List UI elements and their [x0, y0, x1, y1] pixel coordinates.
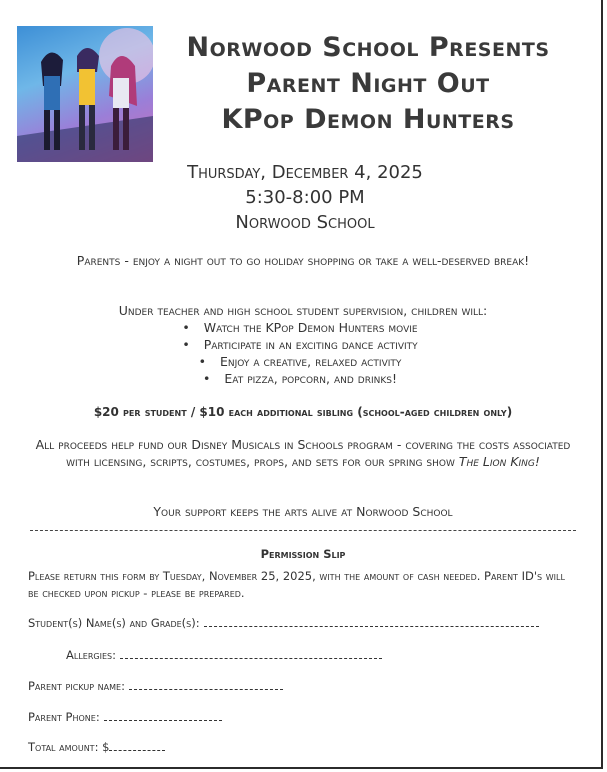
activity-item: • Eat pizza, popcorn, and drinks! — [100, 370, 500, 387]
activity-item: • Watch the KPop Demon Hunters movie — [100, 319, 500, 336]
pickup-name-field-label: Parent pickup name: — [28, 679, 125, 693]
total-amount-field[interactable] — [28, 740, 165, 754]
event-location: Norwood School — [235, 212, 375, 233]
event-time: 5:30-8:00 PM — [245, 187, 365, 208]
supervision-lead: Under teacher and high school student supervision, children will: — [118, 303, 488, 318]
title-line-1: Norwood School Presents — [186, 32, 550, 63]
hero-illustration — [17, 26, 153, 162]
pickup-name-field[interactable] — [28, 679, 283, 693]
intro-text: Parents - enjoy a night out to go holiday shopping or take a well-deserved break! — [76, 253, 530, 268]
allergies-field[interactable] — [66, 648, 382, 662]
title-line-2: Parent Night Out — [246, 68, 490, 99]
parent-phone-field-label: Parent Phone: — [28, 710, 100, 724]
event-date: Thursday, December 4, 2025 — [187, 162, 423, 183]
students-field-label: Student(s) Name(s) and Grade(s): — [28, 616, 200, 630]
proceeds-text: All proceeds help fund our Disney Musicals in Schools program - covering the costs associated with licensing, scripts, costumes, props, and sets for our spring show The Lion King! — [35, 437, 571, 469]
total-amount-field-blank[interactable] — [109, 740, 165, 751]
allergies-field-label: Allergies: — [66, 648, 116, 662]
parent-phone-field[interactable] — [28, 710, 222, 724]
students-field-blank[interactable] — [204, 616, 539, 627]
activity-list — [100, 319, 500, 387]
parent-phone-field-blank[interactable] — [104, 710, 222, 721]
show-title: The Lion King! — [458, 454, 540, 469]
permission-slip-heading: Permission Slip — [260, 547, 346, 561]
price-line: $20 per student / $10 each additional sibling (school-aged children only) — [93, 405, 513, 419]
activity-item: • Participate in an exciting dance activity — [100, 336, 500, 353]
students-field[interactable] — [28, 616, 539, 630]
event-details — [140, 160, 470, 235]
support-text: Your support keeps the arts alive at Norwood School — [153, 504, 453, 519]
title-line-3: KPop Demon Hunters — [221, 104, 515, 135]
total-amount-field-label: Total amount: $ — [28, 740, 110, 754]
cut-line-divider — [30, 530, 576, 531]
kpop-demon-hunters-image — [17, 26, 153, 162]
activity-item: • Enjoy a creative, relaxed activity — [100, 353, 500, 370]
pickup-name-field-blank[interactable] — [129, 679, 283, 690]
flyer-title — [158, 30, 578, 138]
allergies-field-blank[interactable] — [120, 648, 382, 659]
slip-instructions: Please return this form by Tuesday, November 25, 2025, with the amount of cash needed. Parent ID's will be checked upon pickup - please be prepared. — [28, 569, 565, 600]
